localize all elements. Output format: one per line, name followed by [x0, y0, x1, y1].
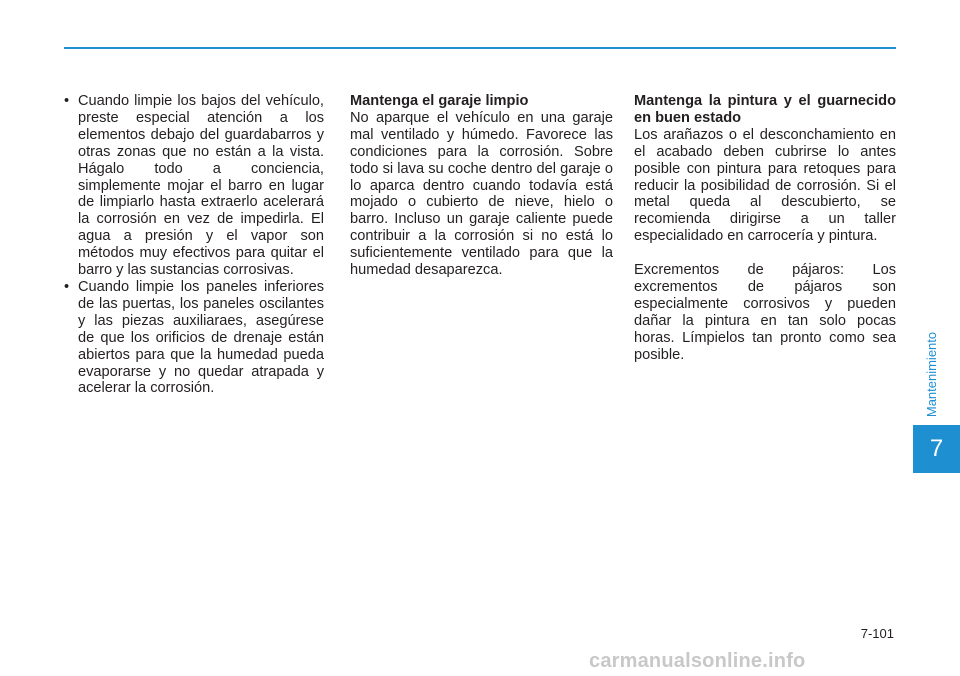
- bullet-icon: •: [64, 93, 70, 109]
- section-body: No aparque el vehículo en una garaje mal ventilado y húmedo. Favorece las condiciones para la corrosión. Sobre todo si lava su coche dentro del garaje o lo aparca dentro cuando todavía está mojado o cubierto de nieve, hielo o barro. Incluso un garaje caliente puede contribuir a la corrosión si no está lo suficientemente ventilado para que la humedad desaparezca.: [350, 109, 613, 279]
- bullet-icon: •: [64, 278, 70, 295]
- section-paragraph: Excrementos de pájaros: Los excrementos de pájaros son especialmente corrosivos y pueden dañar la pintura en tan solo pocas horas. Límpielos tan pronto como sea posible.: [634, 262, 896, 363]
- section-paragraph: Los arañazos o el desconchamiento en el acabado deben cubrirse lo antes posible con pintura para retoques para reducir la posibilidad de corrosión. Si el metal queda al descubierto, se recomienda dirigirse a un taller especialidado en carrocería y pintura.: [634, 126, 896, 245]
- page-number: 7-101: [860, 626, 894, 641]
- header-rule: [64, 47, 896, 49]
- section-heading: Mantenga la pintura y el guarnecido en buen estado: [634, 93, 896, 126]
- chapter-number: 7: [929, 435, 944, 462]
- chapter-title: Mantenimiento: [924, 331, 940, 417]
- column-left: [62, 93, 324, 397]
- list-item: [62, 279, 324, 397]
- chapter-tab: [913, 425, 960, 473]
- section-heading: Mantenga el garaje limpio: [350, 93, 529, 109]
- list-item: [62, 93, 324, 279]
- bullet-text: Cuando limpie los paneles inferiores de las puertas, los paneles oscilantes y las piezas auxiliaraes, asegúrese de que los orificios de drenaje están abiertos para que la humedad pueda evaporarse y no quedar atrapada y acelerar la corrosión.: [78, 278, 324, 397]
- bullet-text: Cuando limpie los bajos del vehículo, preste especial atención a los elementos debajo del guardabarros y otras zonas que no están a la vista. Hágalo todo a conciencia, simplemente mojar el barro en lugar de limpiarlo hasta extraerlo acelerará la corrosión en vez de impedirla. El agua a presión y el vapor son métodos muy efectivos para quitar el barro y las sustancias corrosivas.: [78, 93, 324, 279]
- watermark: carmanualsonline.info: [589, 650, 806, 672]
- chapter-side-label: [920, 325, 944, 423]
- column-middle: [350, 93, 613, 279]
- column-right: [634, 93, 896, 364]
